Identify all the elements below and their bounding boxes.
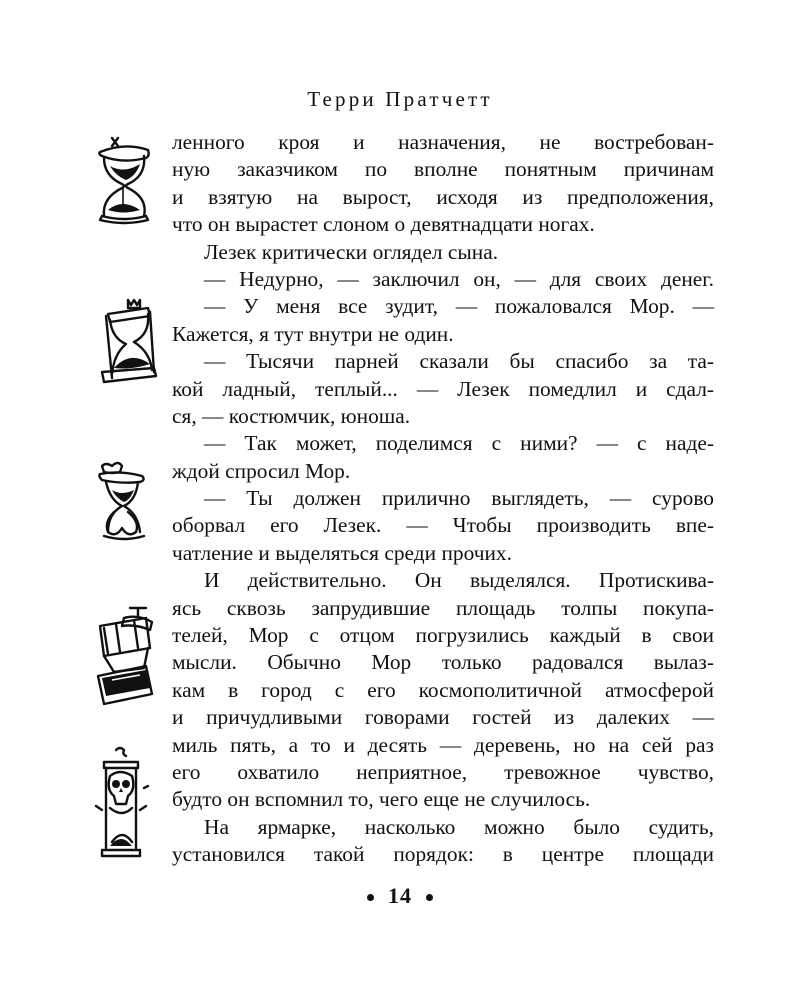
text-line: чатление и выделяться среди прочих. (172, 540, 512, 565)
text-line: что он вырастет слоном о девятнадцати ногах. (172, 212, 595, 237)
text-line: и взятую на вырост, исходя из предположения, (172, 184, 714, 209)
text-line: его охватило неприятное, тревожное чувство, (172, 759, 714, 784)
text-line: ся, — костюмчик, юноша. (172, 403, 411, 428)
text-line: миль пять, а то и десять — деревень, но на сей раз (172, 732, 714, 757)
text-line: будто он вспомнил то, чего еще не случилось. (172, 787, 591, 812)
text-line: оборвал его Лезек. — Чтобы производить впе- (172, 513, 714, 538)
text-line: и причудливыми говорами гостей из далеких — (172, 705, 714, 730)
page-number (0, 881, 800, 911)
hourglass-crown-icon (90, 296, 162, 386)
text-line: ленного кроя и назначения, не востребован- (172, 130, 714, 154)
bullet-icon (426, 894, 433, 901)
hourglass-bow-icon (90, 460, 162, 550)
hourglass-icon (90, 132, 162, 222)
text-line: На ярмарке, насколько можно было судить, (204, 814, 714, 839)
text-line: кой ладный, теплый... — Лезек помедлил и сдал- (172, 376, 714, 401)
running-head: Терри Пратчетт (307, 87, 493, 111)
text-line: — У меня все зудит, — пожаловался Мор. — (204, 294, 714, 319)
text-line: установился такой порядок: в центре площади (172, 842, 714, 867)
text-line: И действительно. Он выделялся. Протискива- (204, 568, 714, 593)
text-line: — Тысячи парней сказали бы спасибо за та- (204, 349, 714, 374)
text-line: кам в город с его космополитичной атмосферой (172, 677, 714, 702)
text-line: Кажется, я тут внутри не один. (172, 321, 454, 346)
text-line: ясь сквозь запрудившие площадь толпы покупа- (172, 595, 714, 620)
hourglass-skull-icon (90, 746, 162, 860)
page-number-value: 14 (388, 883, 412, 908)
text-line: ную заказчиком по вполне понятным причинам (172, 157, 714, 182)
text-line: телей, Мор с отцом погрузились каждый в свои (172, 623, 714, 648)
text-line: Лезек критически оглядел сына. (204, 239, 499, 264)
text-line: мысли. Обычно Мор только радовался вылаз- (172, 650, 714, 675)
text-line: ждой спросил Мор. (172, 458, 351, 483)
bullet-icon (367, 894, 374, 901)
text-line: — Так может, поделимся с ними? — с наде- (204, 431, 714, 456)
body-text (172, 129, 714, 869)
text-line: — Недурно, — заключил он, — для своих денег. (204, 266, 714, 291)
hourglass-tilted-icon (90, 606, 162, 706)
text-line: — Ты должен прилично выглядеть, — сурово (204, 486, 714, 511)
